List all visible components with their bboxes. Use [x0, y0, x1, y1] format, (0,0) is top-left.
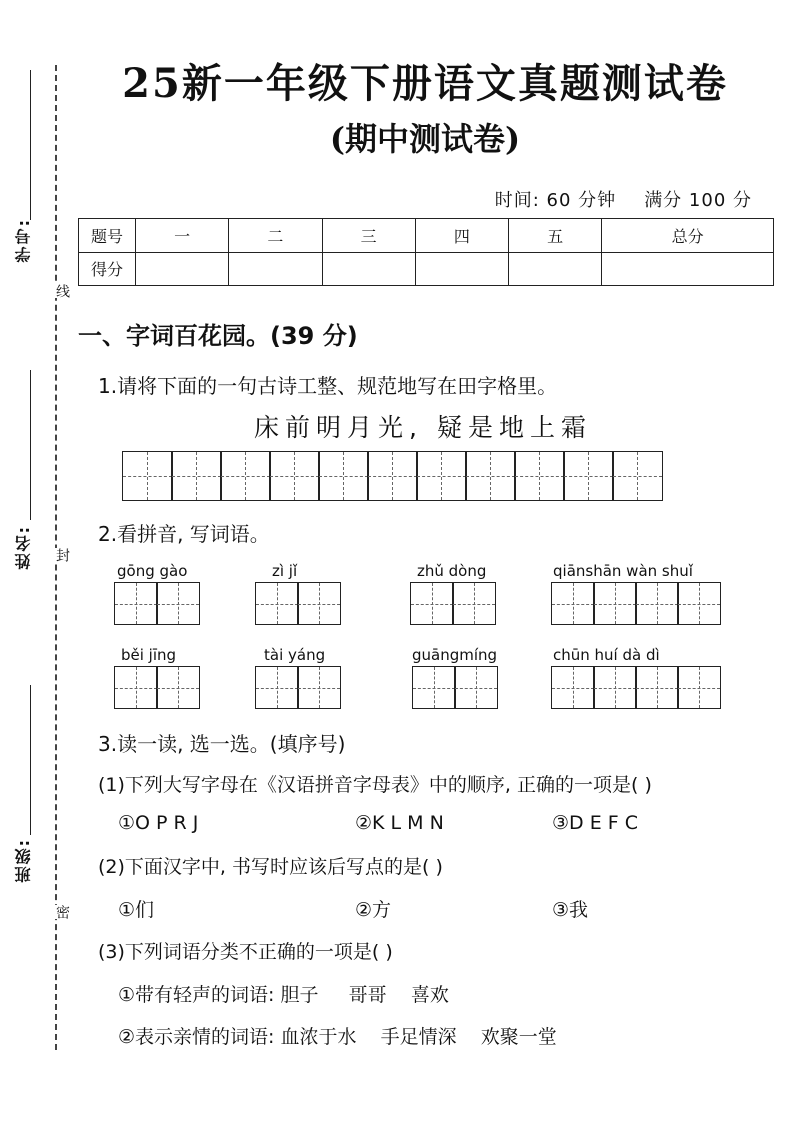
option-item: ②表示亲情的词语: 血浓于水 手足情深 欢聚一堂 [118, 1026, 557, 1048]
tianzige-cell[interactable] [156, 666, 200, 709]
pinyin-label: běi jīng [121, 646, 177, 664]
exam-time: 时间: 60 分钟 [494, 190, 617, 211]
subquestion-1: (1)下列大写字母在《汉语拼音字母表》中的顺序, 正确的一项是( ) [98, 774, 652, 796]
score-row-label: 得分 [79, 252, 136, 286]
exam-info [495, 186, 752, 212]
pinyin-label: gōng gào [117, 562, 188, 580]
score-table-cell: 总分 [602, 219, 774, 253]
pinyin-label: tài yáng [264, 646, 326, 664]
tianzige-cell[interactable] [635, 582, 679, 625]
question-3-prompt: 3.读一读, 选一选。(填序号) [98, 732, 346, 756]
score-table [78, 218, 774, 286]
option-item: ②K L M N [355, 812, 444, 834]
name-label: 姓名: [14, 525, 33, 570]
option-item: ①O P R J [118, 812, 199, 834]
section-heading: 一、字词百花园。(39 分) [78, 322, 358, 350]
score-table-cell: 二 [229, 219, 322, 253]
score-input-cell[interactable] [415, 252, 508, 286]
page-subtitle: (期中测试卷) [329, 120, 521, 158]
score-table-score-row [79, 252, 774, 286]
option-item: ③D E F C [552, 812, 638, 834]
word-grid [410, 582, 496, 625]
tianzige-cell[interactable] [269, 451, 320, 501]
tianzige-cell[interactable] [156, 582, 200, 625]
word-grid [412, 666, 498, 709]
student-id-blank [30, 70, 31, 220]
line-char: 线 [54, 284, 70, 298]
tianzige-cell[interactable] [465, 451, 516, 501]
score-table-cell: 五 [509, 219, 602, 253]
pinyin-label: zì jǐ [272, 562, 298, 580]
student-id-label: 学号: [14, 218, 33, 263]
subquestion-3: (3)下列词语分类不正确的一项是( ) [98, 941, 393, 963]
tianzige-cell[interactable] [593, 666, 637, 709]
tianzige-cell[interactable] [171, 451, 222, 501]
class-blank [30, 685, 31, 835]
tianzige-cell[interactable] [677, 666, 721, 709]
tianzige-cell[interactable] [452, 582, 496, 625]
question-1-prompt: 1.请将下面的一句古诗工整、规范地写在田字格里。 [98, 374, 558, 398]
tianzige-cell[interactable] [410, 582, 454, 625]
pinyin-label: zhǔ dòng [417, 562, 487, 580]
seal-char: 封 [54, 548, 70, 562]
score-input-cell[interactable] [602, 252, 774, 286]
tianzige-cell[interactable] [593, 582, 637, 625]
score-input-cell[interactable] [136, 252, 229, 286]
score-input-cell[interactable] [229, 252, 322, 286]
tianzige-cell[interactable] [255, 582, 299, 625]
tianzige-cell[interactable] [412, 666, 456, 709]
tianzige-cell[interactable] [297, 582, 341, 625]
word-grid [114, 582, 200, 625]
tianzige-cell[interactable] [551, 582, 595, 625]
tianzige-cell[interactable] [612, 451, 663, 501]
tianzige-cell[interactable] [367, 451, 418, 501]
tianzige-cell[interactable] [122, 451, 173, 501]
tianzige-cell[interactable] [551, 666, 595, 709]
option-item: ①们 [118, 899, 155, 921]
score-input-cell[interactable] [509, 252, 602, 286]
score-table-cell: 一 [136, 219, 229, 253]
option-item: ①带有轻声的词语: 胆子 哥哥 喜欢 [118, 984, 449, 1006]
tianzige-cell[interactable] [318, 451, 369, 501]
score-input-cell[interactable] [322, 252, 415, 286]
tianzige-cell[interactable] [416, 451, 467, 501]
tianzige-cell[interactable] [563, 451, 614, 501]
tianzige-cell[interactable] [677, 582, 721, 625]
score-table-cell: 三 [322, 219, 415, 253]
word-grid [551, 582, 721, 625]
class-label: 班级: [14, 838, 33, 883]
word-grid [255, 666, 341, 709]
option-item: ②方 [355, 899, 392, 921]
tianzige-grid [122, 451, 663, 501]
tianzige-cell[interactable] [220, 451, 271, 501]
tianzige-cell[interactable] [114, 666, 158, 709]
tianzige-cell[interactable] [114, 582, 158, 625]
pinyin-label: qiānshān wàn shuǐ [553, 562, 693, 580]
score-table-cell: 题号 [79, 219, 136, 253]
score-table-header-row [79, 219, 774, 253]
name-blank [30, 370, 31, 520]
secret-char: 密 [54, 905, 70, 919]
pinyin-label: guāngmíng [412, 646, 498, 664]
tianzige-cell[interactable] [454, 666, 498, 709]
word-grid [255, 582, 341, 625]
subquestion-2: (2)下面汉字中, 书写时应该后写点的是( ) [98, 856, 443, 878]
question-2-prompt: 2.看拼音, 写词语。 [98, 522, 270, 546]
tianzige-cell[interactable] [514, 451, 565, 501]
word-grid [551, 666, 721, 709]
poem-line: 床前明月光, 疑是地上霜 [254, 413, 592, 442]
tianzige-cell[interactable] [297, 666, 341, 709]
tianzige-cell[interactable] [635, 666, 679, 709]
word-grid [114, 666, 200, 709]
score-table-cell: 四 [415, 219, 508, 253]
option-item: ③我 [552, 899, 589, 921]
full-score: 满分 100 分 [644, 190, 752, 211]
tianzige-cell[interactable] [255, 666, 299, 709]
page-title: 25新一年级下册语文真题测试卷 [122, 60, 728, 107]
pinyin-label: chūn huí dà dì [553, 646, 660, 664]
